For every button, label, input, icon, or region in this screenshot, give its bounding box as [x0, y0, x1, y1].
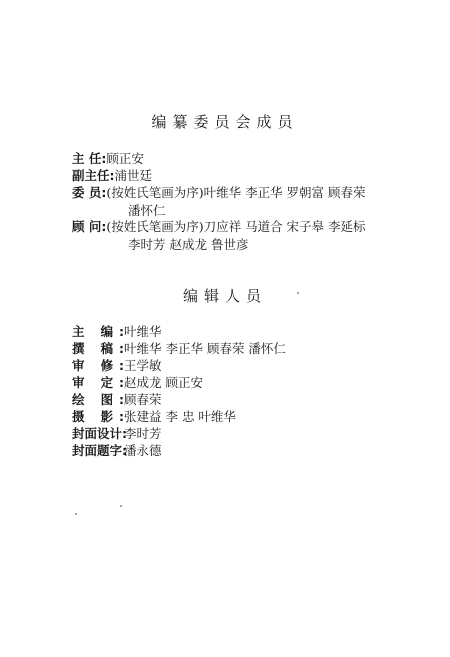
editors-heading: 编辑人员 [182, 287, 267, 305]
row-value: 王学敏 [124, 358, 162, 373]
row-value: 李时芳 [124, 426, 162, 441]
row-value: 叶维华 李正华 顾春荣 潘怀仁 [124, 341, 286, 356]
editors-row-revision [72, 357, 432, 374]
row-value: 赵成龙 顾正安 [124, 375, 203, 390]
row-label: 副主任: [72, 168, 115, 183]
row-value: 张建益 李 忠 叶维华 [124, 409, 236, 424]
row-label: 委 员: [72, 185, 107, 200]
row-label: 主 任: [72, 151, 107, 166]
row-label: 审 修: [72, 358, 124, 373]
editors-row-cover-calligraphy [72, 442, 432, 459]
row-value: 潘永德 [124, 443, 162, 458]
committee-row-advisors [72, 218, 432, 235]
row-label: 主 编: [72, 324, 124, 339]
row-value: (按姓氏笔画为序)叶维华 李正华 罗朝富 顾春荣 [106, 185, 366, 200]
committee-row-members [72, 184, 432, 201]
committee-row-director [72, 150, 432, 167]
committee-heading: 编纂委员会成员 [151, 113, 299, 131]
scan-speck [120, 505, 122, 507]
committee-row-advisors-cont: 李时芳 赵成龙 鲁世彦 [128, 237, 249, 252]
editors-row-drawing [72, 391, 432, 408]
row-value: 叶维华 [124, 324, 162, 339]
editors-row-approval [72, 374, 432, 391]
row-label: 审 定: [72, 375, 124, 390]
editors-row-writers [72, 340, 432, 357]
row-value: 顾春荣 [124, 392, 162, 407]
row-value: (按姓氏笔画为序)刀应祥 马道合 宋子皋 李延标 [106, 219, 366, 234]
row-label: 封面设计: [72, 426, 127, 441]
committee-row-members-cont: 潘怀仁 [128, 203, 166, 218]
scan-speck [297, 292, 299, 294]
row-value: 浦世廷 [114, 168, 153, 183]
row-label: 摄 影: [72, 409, 124, 424]
scan-speck [75, 513, 77, 515]
committee-row-deputy [72, 167, 432, 184]
editors-row-chief [72, 323, 432, 340]
editors-row-photography [72, 408, 432, 425]
row-value: 顾正安 [106, 151, 144, 166]
editors-row-cover-design [72, 425, 432, 442]
row-label: 绘 图: [72, 392, 124, 407]
row-label: 封面题字: [72, 443, 127, 458]
row-label: 顾 问: [72, 219, 107, 234]
row-label: 撰 稿: [72, 341, 124, 356]
